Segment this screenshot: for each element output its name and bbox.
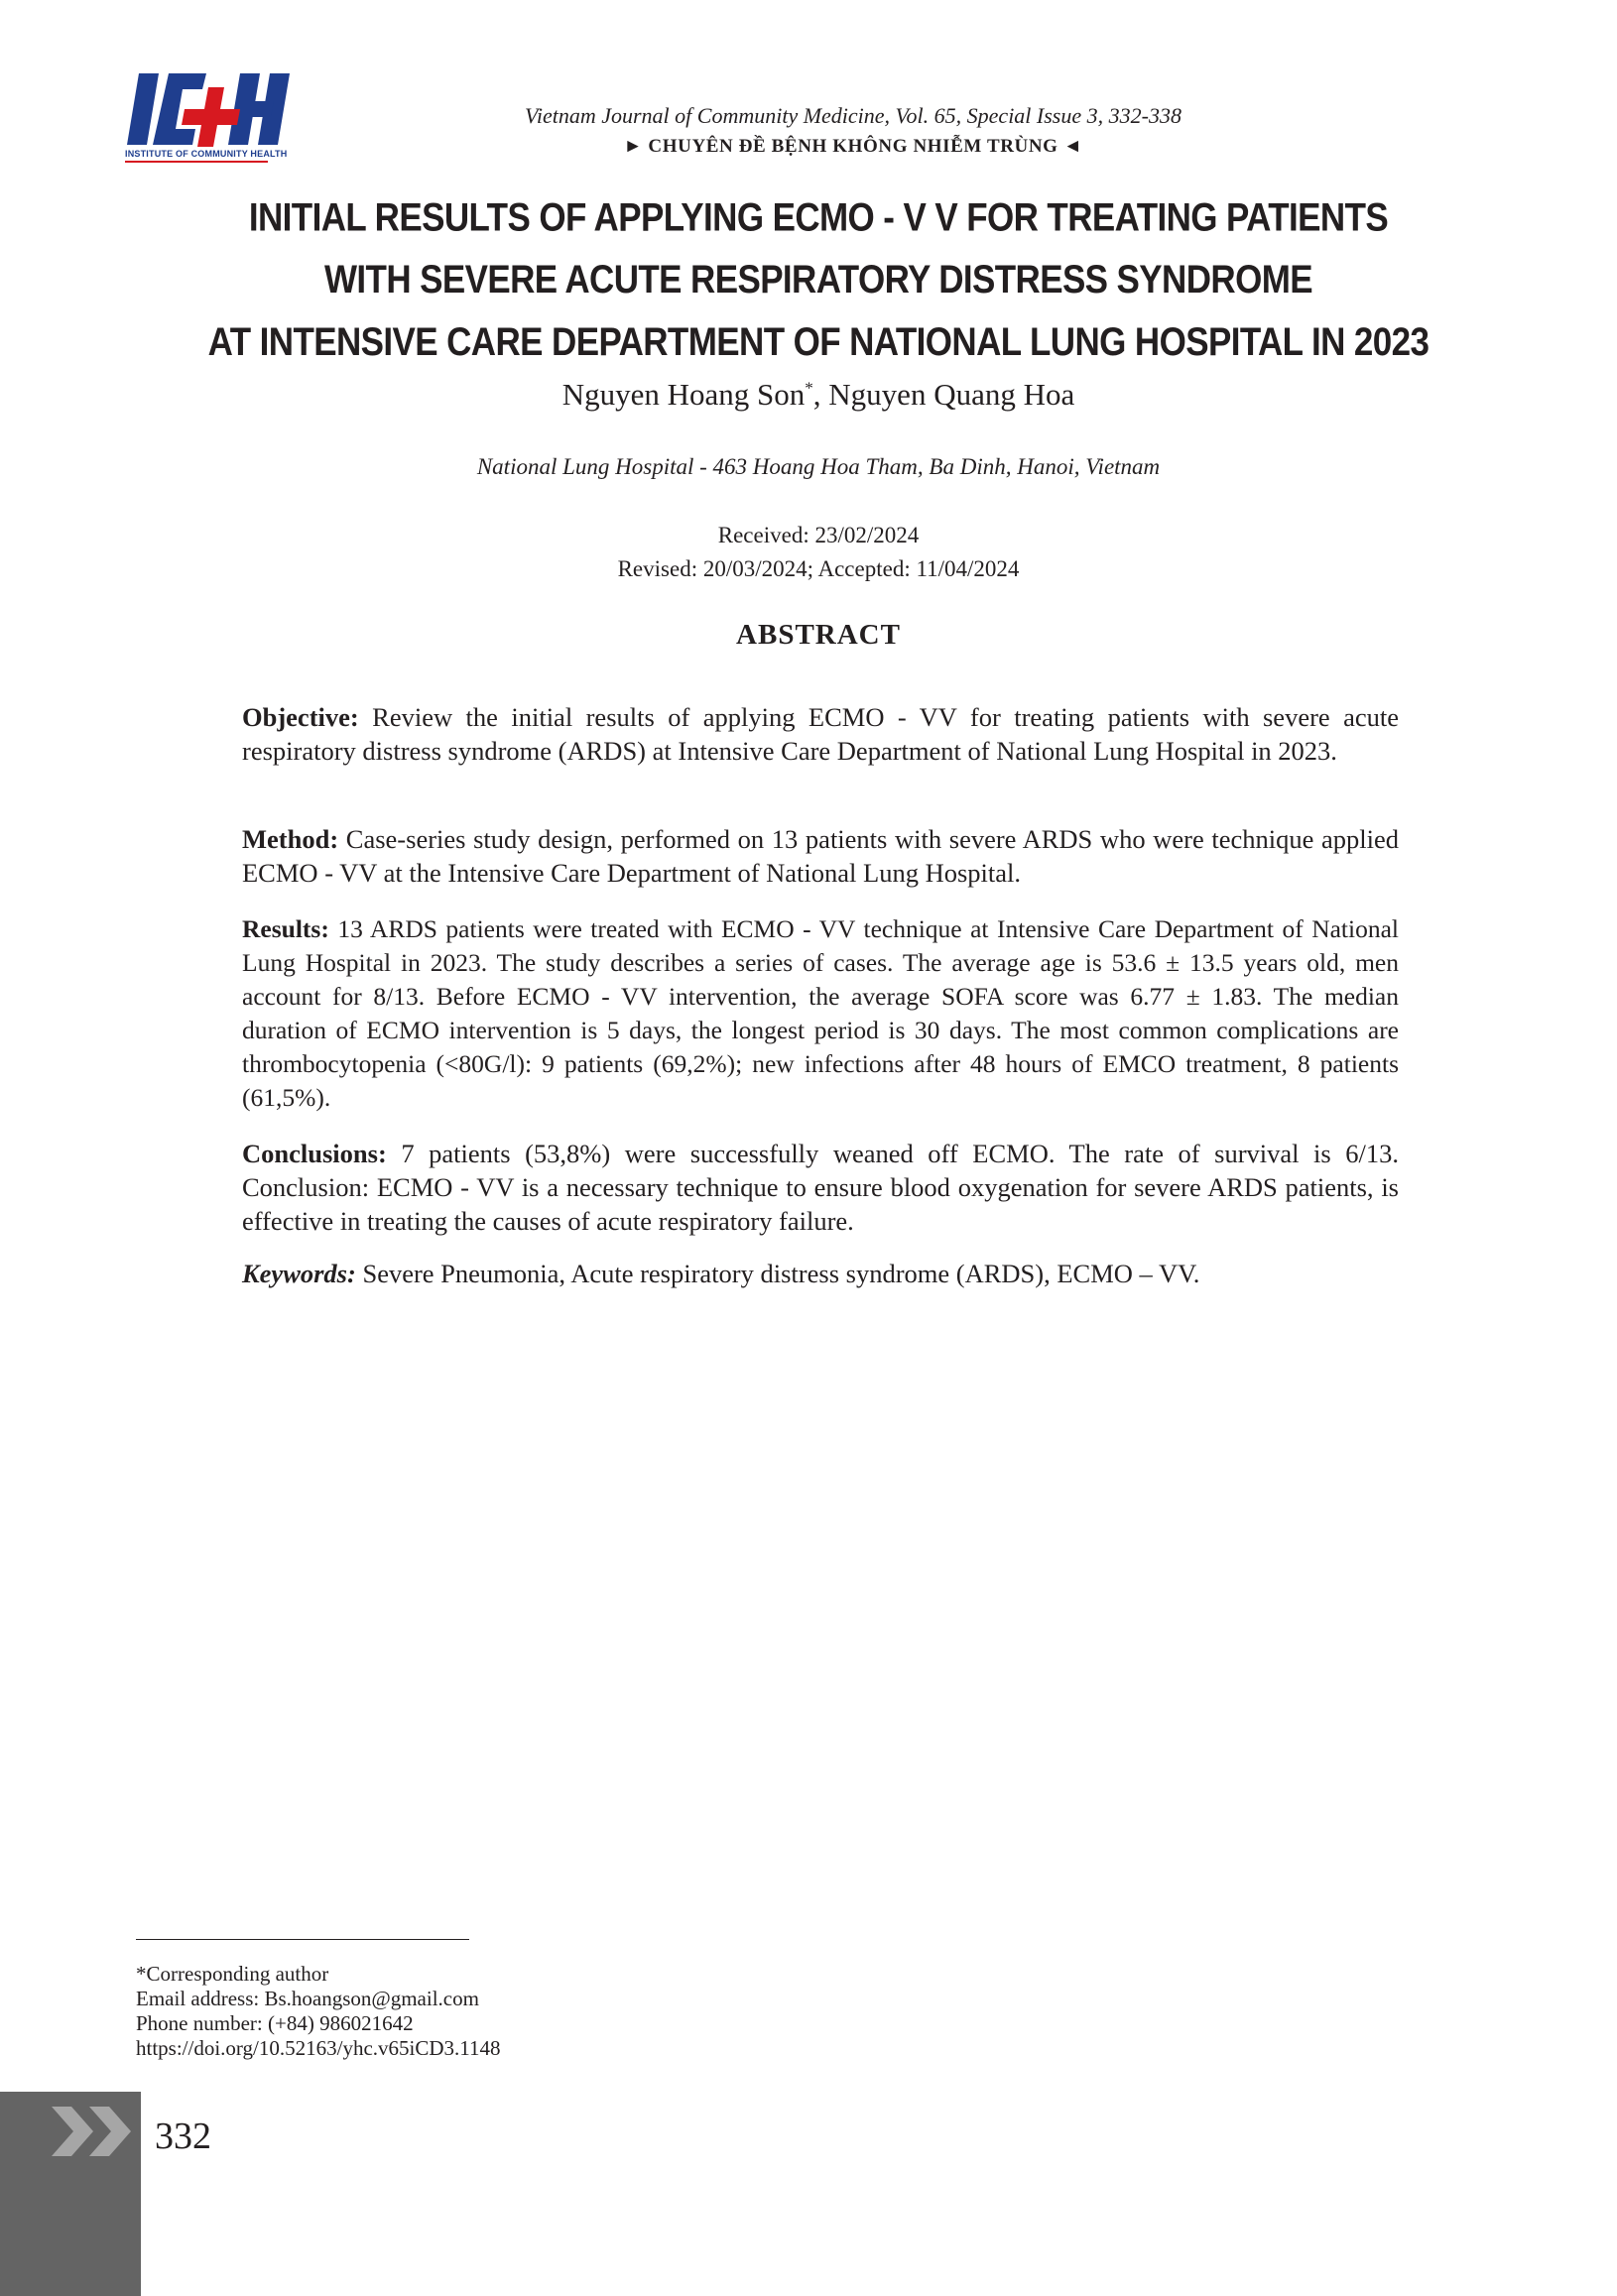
abstract-keywords — [242, 1257, 1399, 1290]
received-date: Received: 23/02/2024 — [717, 523, 920, 547]
abstract-results — [242, 912, 1399, 1115]
title-line: INITIAL RESULTS OF APPLYING ECMO - V V FOR TREATING PATIENTS — [248, 195, 1389, 240]
method-label: Method: — [242, 824, 339, 854]
conclusions-text: 7 patients (53,8%) were successfully weaned off ECMO. The rate of survival is 6/13. Conclusion: ECMO - VV is a necessary technique to ensure blood oxygenation for severe ARDS patients, is effective in treating the causes of acute respiratory failure. — [242, 1139, 1399, 1236]
results-label: Results: — [242, 914, 329, 943]
journal-citation: Vietnam Journal of Community Medicine, Vol. 65, Special Issue 3, 332-338 — [525, 103, 1182, 128]
abstract-objective — [242, 700, 1399, 768]
keywords-text: Severe Pneumonia, Acute respiratory distress syndrome (ARDS), ECMO – VV. — [355, 1259, 1200, 1288]
page-number: 332 — [155, 2115, 211, 2157]
revised-accepted-date: Revised: 20/03/2024; Accepted: 11/04/2024 — [617, 556, 1020, 581]
author-name: Nguyen Hoang Son — [561, 377, 806, 412]
logo-caption: INSTITUTE OF COMMUNITY HEALTH — [125, 149, 288, 159]
affiliation: National Lung Hospital - 463 Hoang Hoa Tham, Ba Dinh, Hanoi, Vietnam — [476, 454, 1161, 479]
abstract-heading: ABSTRACT — [736, 619, 901, 651]
author-list — [159, 377, 1478, 413]
section-label: ► CHUYÊN ĐỀ BỆNH KHÔNG NHIỄM TRÙNG ◄ — [623, 136, 1083, 157]
abstract-method — [242, 822, 1399, 890]
email-address: Email address: Bs.hoangson@gmail.com — [136, 1987, 479, 2010]
footnote — [136, 1962, 501, 2061]
doi-link[interactable]: https://doi.org/10.52163/yhc.v65iCD3.1148 — [136, 2036, 501, 2060]
phone-number: Phone number: (+84) 986021642 — [136, 2011, 414, 2035]
abstract-conclusions — [242, 1137, 1399, 1238]
corresponding-author-note: *Corresponding author — [136, 1962, 329, 1986]
method-text: Case-series study design, performed on 13 patients with severe ARDS who were technique applied ECMO - VV at the Intensive Care Department of National Lung Hospital. — [242, 824, 1399, 888]
author-name: , Nguyen Quang Hoa — [812, 377, 1075, 412]
results-text: 13 ARDS patients were treated with ECMO - VV technique at Intensive Care Department of National Lung Hospital in 2023. The study describes a series of cases. The average age is 53.6 ± 13.5 years old, men account for 8/13. Before ECMO - VV intervention, the average SOFA score was 6.77 ± 1.83. The median duration of ECMO intervention is 5 days, the longest period is 30 days. The most common complications are thrombocytopenia (<80G/l): 9 patients (69,2%); new infections after 48 hours of EMCO treatment, 8 patients (61,5%). — [242, 914, 1399, 1112]
double-chevron-icon — [50, 2105, 141, 2158]
title-line: WITH SEVERE ACUTE RESPIRATORY DISTRESS SYNDROME — [323, 257, 1312, 302]
footnote-divider — [136, 1939, 469, 1940]
conclusions-label: Conclusions: — [242, 1139, 387, 1168]
logo-underline — [125, 161, 268, 163]
keywords-label: Keywords: — [242, 1259, 356, 1288]
corresponding-mark: * — [805, 378, 813, 398]
objective-text: Review the initial results of applying ECMO - VV for treating patients with severe acute respiratory distress syndrome (ARDS) at Intensive Care Department of National Lung Hospital in 2023. — [242, 702, 1399, 766]
article-dates — [159, 519, 1478, 586]
objective-label: Objective: — [242, 702, 359, 732]
article-title — [159, 186, 1478, 373]
title-line: AT INTENSIVE CARE DEPARTMENT OF NATIONAL LUNG HOSPITAL IN 2023 — [207, 319, 1430, 364]
